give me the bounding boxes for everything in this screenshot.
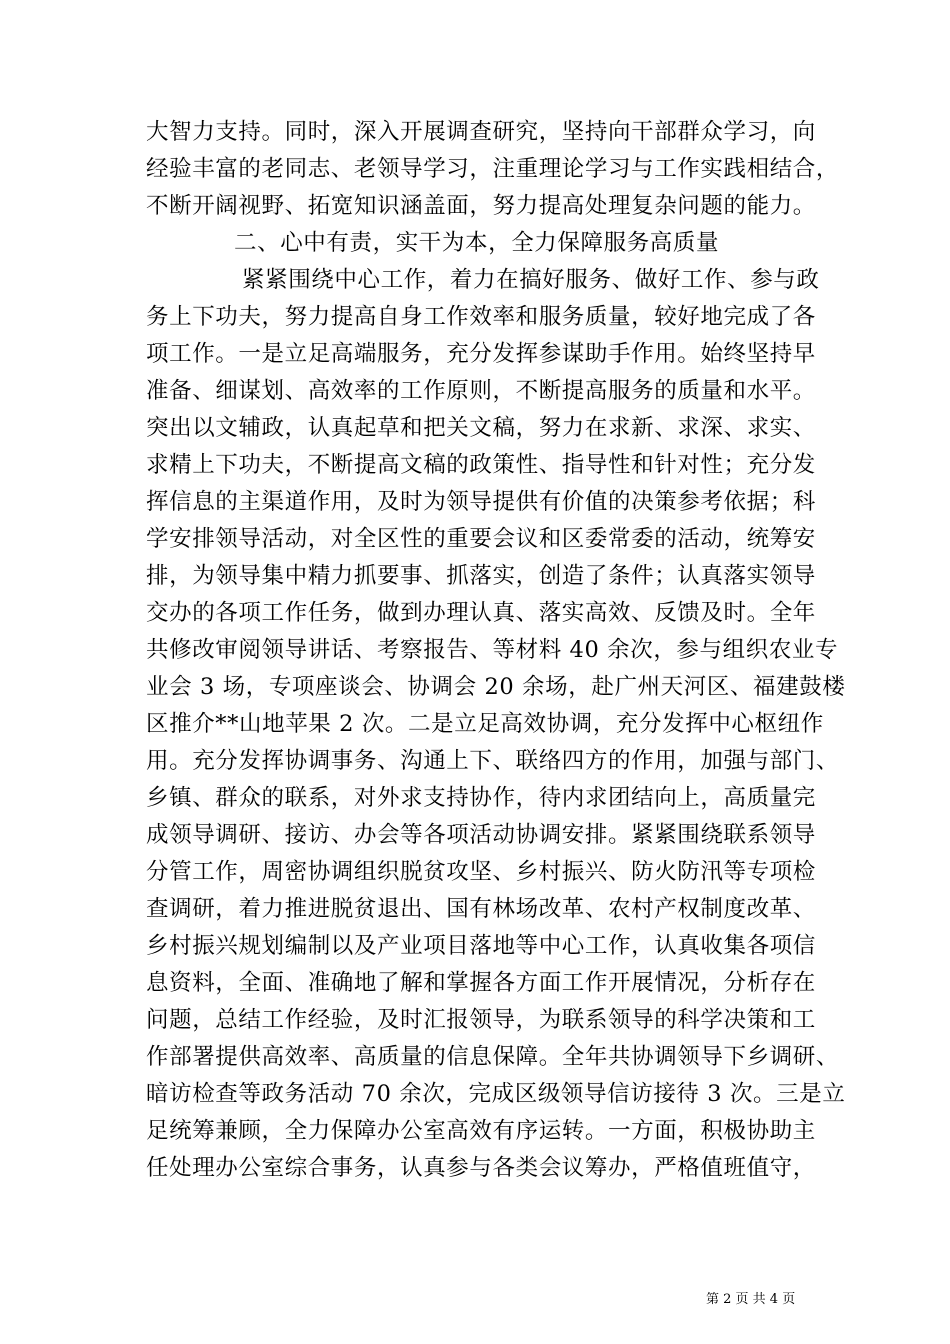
text-line: 准备、细谋划、高效率的工作原则，不断提高服务的质量和水平。 — [146, 378, 816, 404]
text-line: 学安排领导活动，对全区性的重要会议和区委常委的活动，统筹安 — [146, 526, 816, 552]
text-line: 突出以文辅政，认真起草和把关文稿，努力在求新、求深、求实、 — [146, 415, 816, 441]
text-line: 查调研，着力推进脱贫退出、国有林场改革、农村产权制度改革、 — [146, 896, 816, 922]
page-number-footer: 第 2 页 共 4 页 — [706, 1292, 796, 1307]
text-line: 分管工作，周密协调组织脱贫攻坚、乡村振兴、防火防汛等专项检 — [146, 859, 816, 885]
text-line: 作部署提供高效率、高质量的信息保障。全年共协调领导下乡调研、 — [146, 1044, 840, 1070]
text-line: 紧紧围绕中心工作，着力在搞好服务、做好工作、参与政 — [242, 267, 820, 293]
text-line: 暗访检查等政务活动 70 余次，完成区级领导信访接待 3 次。三是立 — [146, 1081, 846, 1107]
text-line: 大智力支持。同时，深入开展调查研究，坚持向干部群众学习，向 — [146, 119, 816, 145]
text-line: 交办的各项工作任务，做到办理认真、落实高效、反馈及时。全年 — [146, 600, 816, 626]
text-line: 挥信息的主渠道作用，及时为领导提供有价值的决策参考依据；科 — [146, 489, 816, 515]
text-line: 任处理办公室综合事务，认真参与各类会议筹办，严格值班值守， — [146, 1155, 816, 1181]
text-line: 不断开阔视野、拓宽知识涵盖面，努力提高处理复杂问题的能力。 — [146, 193, 816, 219]
text-line: 排，为领导集中精力抓要事、抓落实，创造了条件；认真落实领导 — [146, 563, 816, 589]
text-line: 共修改审阅领导讲话、考察报告、等材料 40 余次，参与组织农业专 — [146, 637, 839, 663]
text-line: 乡镇、群众的联系，对外求支持协作，待内求团结向上，高质量完 — [146, 785, 816, 811]
text-line: 乡村振兴规划编制以及产业项目落地等中心工作，认真收集各项信 — [146, 933, 816, 959]
text-line: 成领导调研、接访、办会等各项活动协调安排。紧紧围绕联系领导 — [146, 822, 816, 848]
text-line: 务上下功夫，努力提高自身工作效率和服务质量，较好地完成了各 — [146, 304, 816, 330]
text-line: 区推介**山地苹果 2 次。二是立足高效协调，充分发挥中心枢纽作 — [146, 711, 824, 737]
text-line: 经验丰富的老同志、老领导学习，注重理论学习与工作实践相结合， — [146, 156, 840, 182]
text-line: 问题，总结工作经验，及时汇报领导，为联系领导的科学决策和工 — [146, 1007, 816, 1033]
text-line: 息资料，全面、准确地了解和掌握各方面工作开展情况，分析存在 — [146, 970, 816, 996]
text-line: 业会 3 场，专项座谈会、协调会 20 余场，赴广州天河区、福建鼓楼 — [146, 674, 846, 700]
text-line: 项工作。一是立足高端服务，充分发挥参谋助手作用。始终坚持早 — [146, 341, 816, 367]
text-line: 足统筹兼顾，全力保障办公室高效有序运转。一方面，积极协助主 — [146, 1118, 816, 1144]
text-line: 用。充分发挥协调事务、沟通上下、联络四方的作用，加强与部门、 — [146, 748, 840, 774]
section-heading: 二、心中有责，实干为本，全力保障服务高质量 — [234, 230, 720, 256]
text-line: 求精上下功夫，不断提高文稿的政策性、指导性和针对性；充分发 — [146, 452, 816, 478]
